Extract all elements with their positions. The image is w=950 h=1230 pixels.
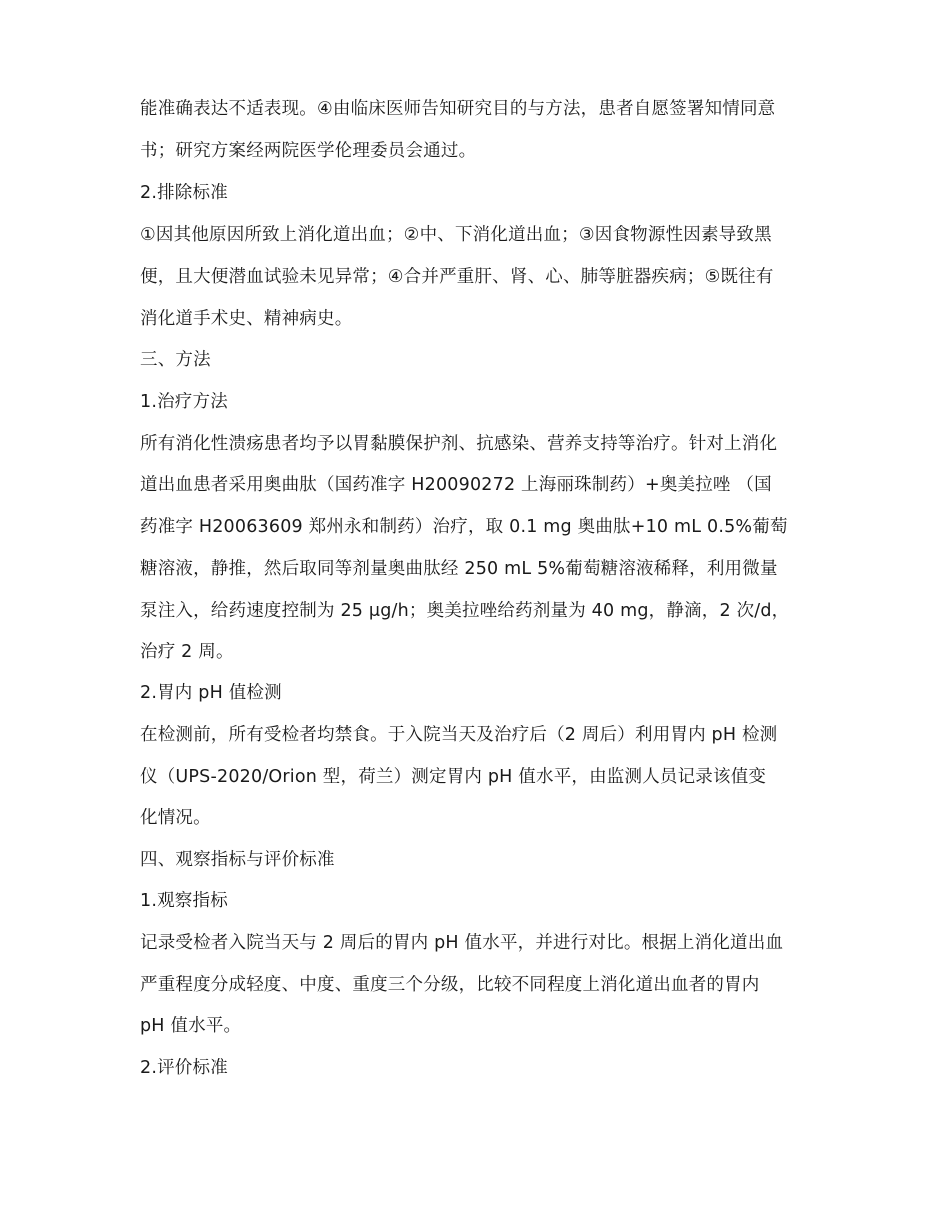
- paragraph-line: 能准确表达不适表现。④由临床医师告知研究目的与方法，患者自愿签署知情同意: [140, 99, 776, 119]
- paragraph-line: 消化道手术史、精神病史。: [140, 309, 353, 329]
- section-heading: 2.胃内 pH 值检测: [140, 683, 282, 703]
- paragraph-line: 药准字 H20063609 郑州永和制药）治疗，取 0.1 mg 奥曲肽+10 mL 0.5%葡萄: [140, 517, 788, 537]
- paragraph-line: 严重程度分成轻度、中度、重度三个分级，比较不同程度上消化道出血者的胃内: [140, 975, 760, 995]
- paragraph-line: pH 值水平。: [140, 1016, 242, 1036]
- paragraph-line: 在检测前，所有受检者均禁食。于入院当天及治疗后（2 周后）利用胃内 pH 检测: [140, 725, 778, 745]
- section-heading: 1.治疗方法: [140, 392, 228, 412]
- paragraph-line: 仪（UPS-2020/Orion 型，荷兰）测定胃内 pH 值水平，由监测人员记录该值变: [140, 767, 767, 787]
- paragraph-line: 记录受检者入院当天与 2 周后的胃内 pH 值水平，并进行对比。根据上消化道出血: [140, 933, 784, 953]
- paragraph-line: 所有消化性溃疡患者均予以胃黏膜保护剂、抗感染、营养支持等治疗。针对上消化: [140, 434, 778, 454]
- paragraph-line: 治疗 2 周。: [140, 642, 234, 662]
- paragraph-line: 道出血患者采用奥曲肽（国药准字 H20090272 上海丽珠制药）+奥美拉唑 （国: [140, 475, 772, 495]
- section-heading: 1.观察指标: [140, 891, 228, 911]
- section-heading: 三、方法: [140, 350, 211, 370]
- paragraph-line: 便，且大便潜血试验未见异常；④合并严重肝、肾、心、肺等脏器疾病；⑤既往有: [140, 267, 774, 287]
- paragraph-line: 泵注入，给药速度控制为 25 μg/h；奥美拉唑给药剂量为 40 mg，静滴，2 次/d，: [140, 601, 790, 621]
- paragraph-line: 书；研究方案经两院医学伦理委员会通过。: [140, 141, 477, 161]
- paragraph-line: 化情况。: [140, 808, 211, 828]
- section-heading: 2.评价标准: [140, 1058, 228, 1078]
- section-heading: 四、观察指标与评价标准: [140, 850, 335, 870]
- paragraph-line: 糖溶液，静推，然后取同等剂量奥曲肽经 250 mL 5%葡萄糖溶液稀释，利用微量: [140, 559, 778, 579]
- paragraph-line: ①因其他原因所致上消化道出血；②中、下消化道出血；③因食物源性因素导致黑: [140, 225, 772, 245]
- section-heading: 2.排除标准: [140, 183, 228, 203]
